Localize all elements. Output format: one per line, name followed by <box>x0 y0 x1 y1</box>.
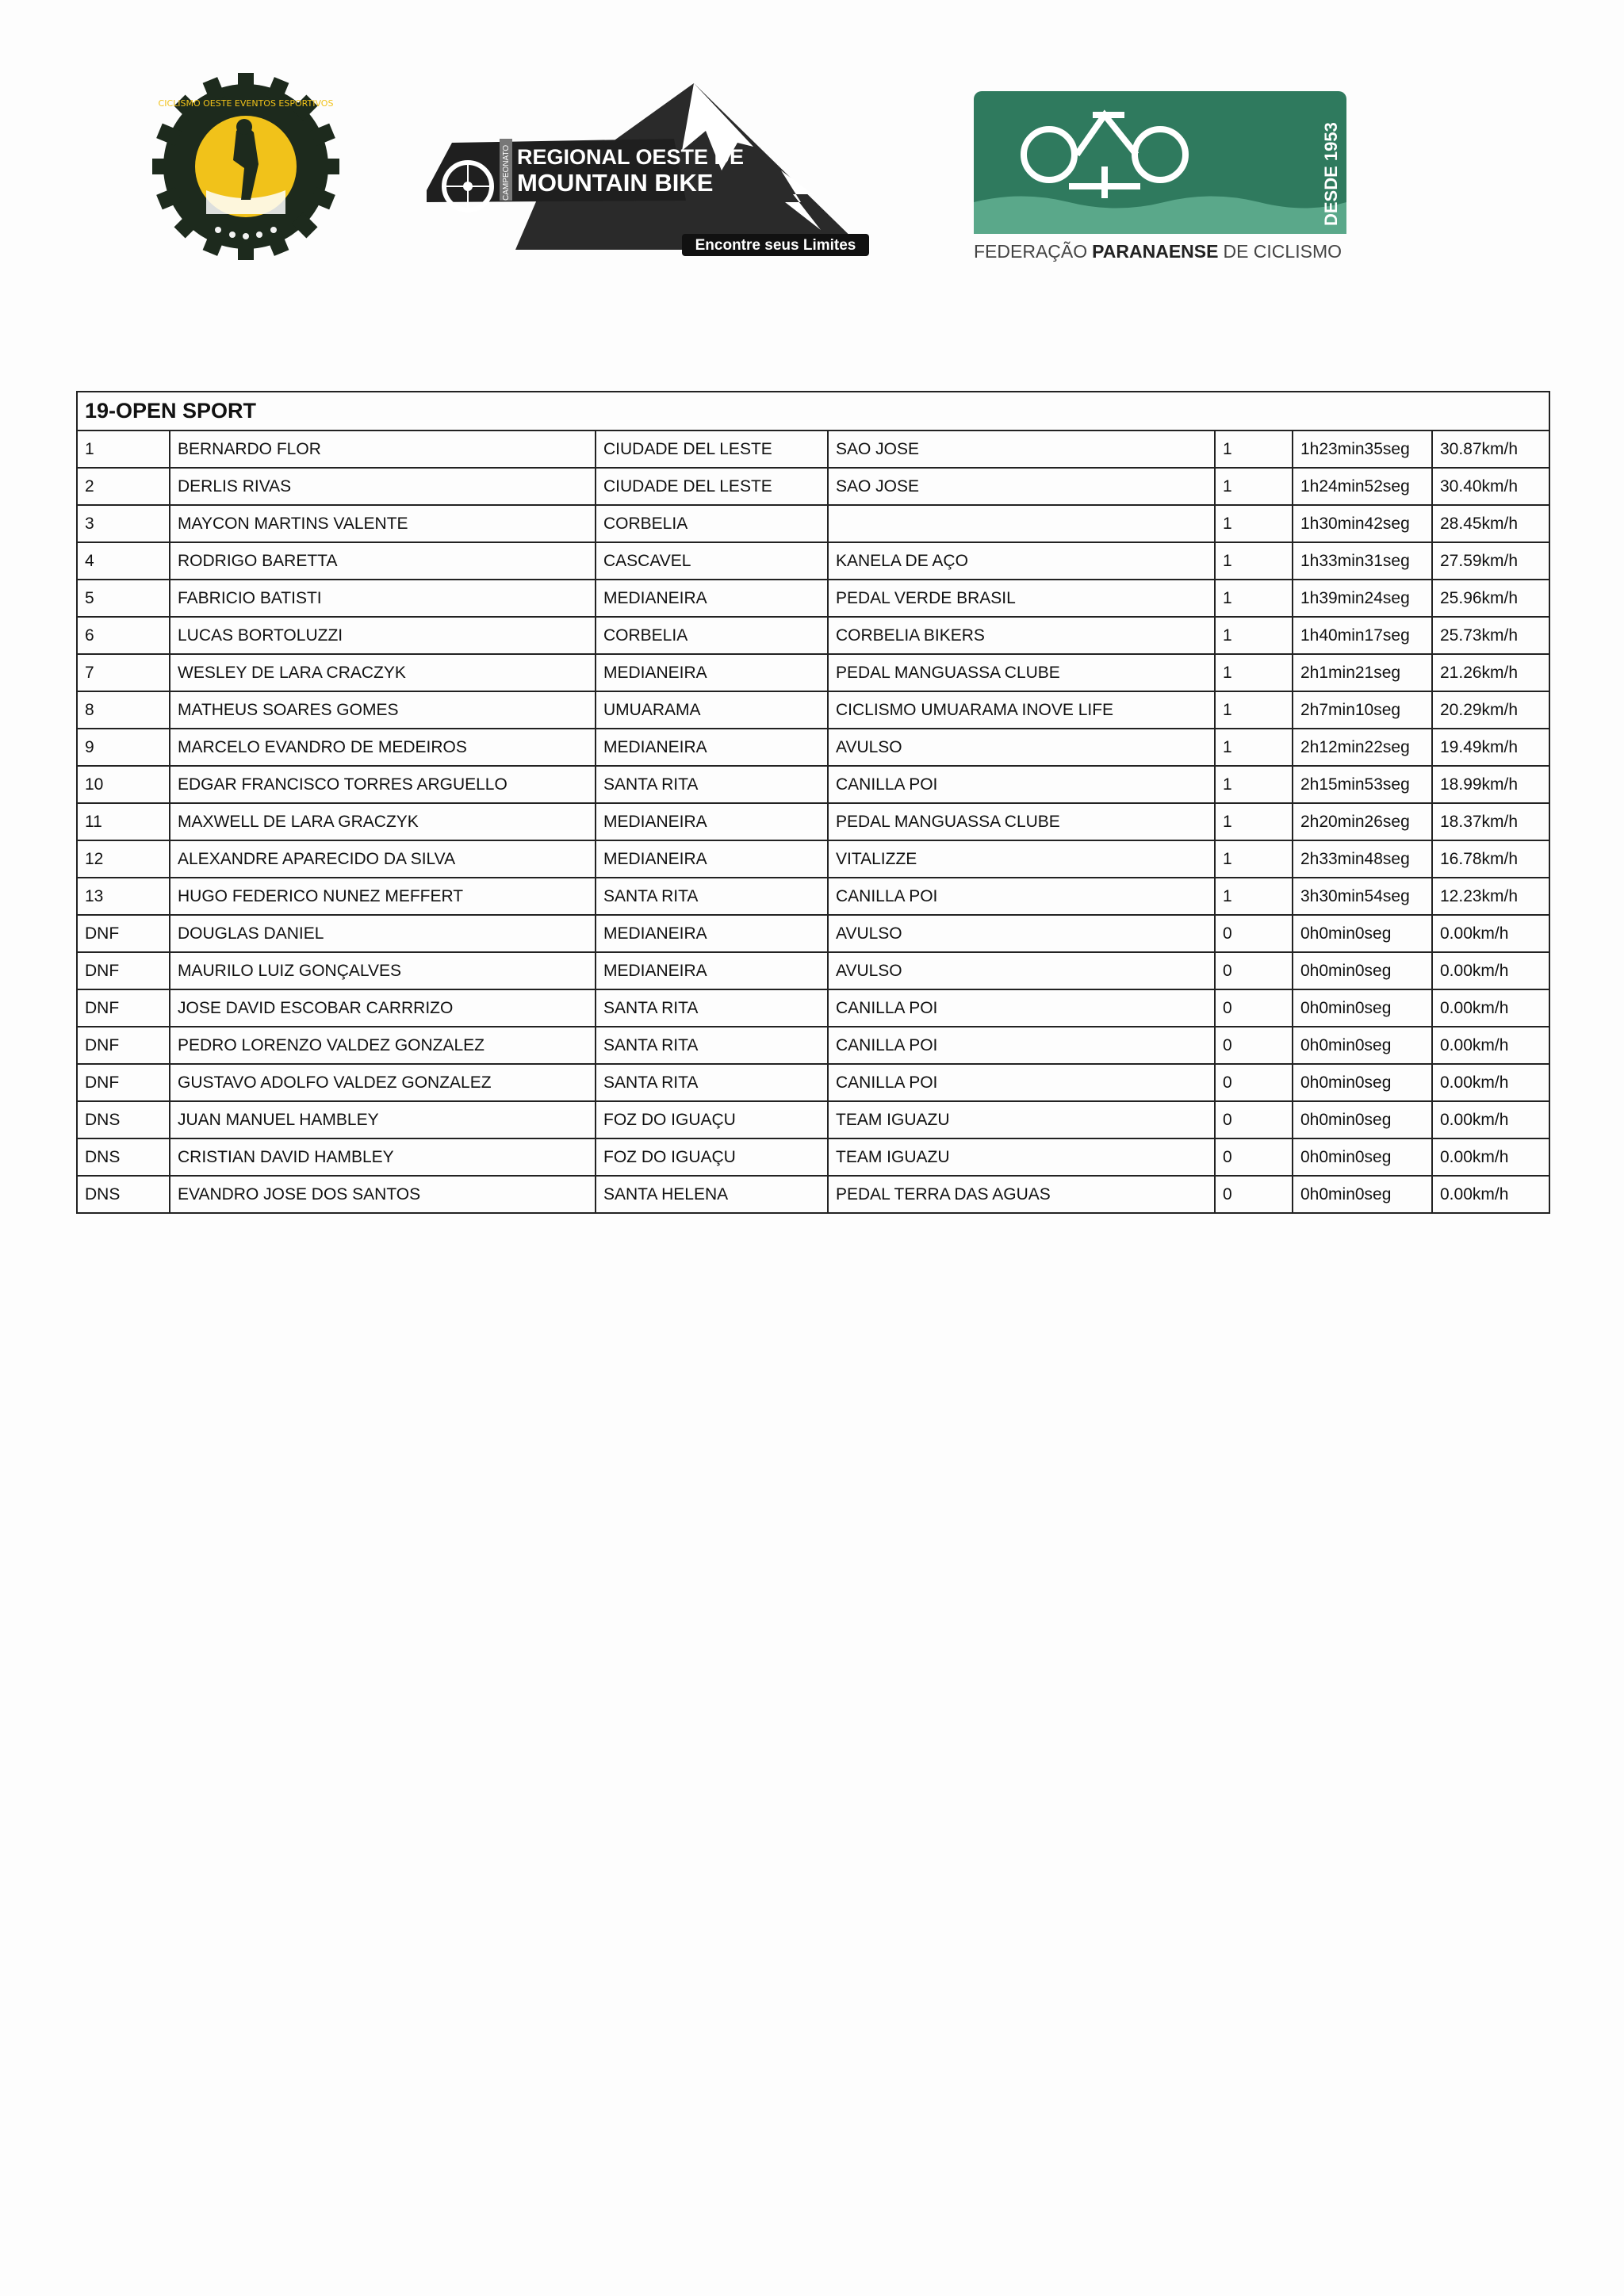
city-cell: SANTA RITA <box>596 1064 828 1101</box>
athlete-name-cell: ALEXANDRE APARECIDO DA SILVA <box>170 840 596 878</box>
position-cell: DNF <box>77 1027 170 1064</box>
time-cell: 1h23min35seg <box>1293 430 1432 468</box>
laps-cell: 1 <box>1215 430 1293 468</box>
results-body <box>77 430 1549 1213</box>
athlete-name-cell: MAXWELL DE LARA GRACZYK <box>170 803 596 840</box>
time-cell: 2h7min10seg <box>1293 691 1432 729</box>
laps-cell: 0 <box>1215 952 1293 989</box>
city-cell: SANTA RITA <box>596 1027 828 1064</box>
team-cell: TEAM IGUAZU <box>828 1101 1215 1138</box>
gear-logo-text: CICLISMO OESTE EVENTOS ESPORTIVOS <box>158 98 334 109</box>
time-cell: 0h0min0seg <box>1293 1176 1432 1213</box>
team-cell: PEDAL VERDE BRASIL <box>828 580 1215 617</box>
avg-speed-cell: 30.40km/h <box>1432 468 1549 505</box>
table-row <box>77 952 1549 989</box>
ciclismo-oeste-gear-logo <box>151 71 341 262</box>
team-cell: CORBELIA BIKERS <box>828 617 1215 654</box>
position-cell: DNS <box>77 1138 170 1176</box>
position-cell: DNS <box>77 1101 170 1138</box>
athlete-name-cell: MATHEUS SOARES GOMES <box>170 691 596 729</box>
city-cell: FOZ DO IGUAÇU <box>596 1138 828 1176</box>
table-row <box>77 617 1549 654</box>
table-row <box>77 1064 1549 1101</box>
fpc-logo-since: DESDE 1953 <box>1321 122 1341 226</box>
results-table <box>76 391 1550 1214</box>
mtb-logo-title-line1: REGIONAL OESTE DE <box>517 145 745 169</box>
city-cell: MEDIANEIRA <box>596 654 828 691</box>
time-cell: 0h0min0seg <box>1293 1064 1432 1101</box>
laps-cell: 1 <box>1215 840 1293 878</box>
time-cell: 2h15min53seg <box>1293 766 1432 803</box>
athlete-name-cell: EDGAR FRANCISCO TORRES ARGUELLO <box>170 766 596 803</box>
table-row <box>77 654 1549 691</box>
athlete-name-cell: BERNARDO FLOR <box>170 430 596 468</box>
table-row <box>77 1138 1549 1176</box>
avg-speed-cell: 20.29km/h <box>1432 691 1549 729</box>
table-row <box>77 542 1549 580</box>
avg-speed-cell: 0.00km/h <box>1432 989 1549 1027</box>
position-cell: 2 <box>77 468 170 505</box>
team-cell: AVULSO <box>828 915 1215 952</box>
athlete-name-cell: MAYCON MARTINS VALENTE <box>170 505 596 542</box>
laps-cell: 1 <box>1215 803 1293 840</box>
position-cell: DNF <box>77 915 170 952</box>
position-cell: 12 <box>77 840 170 878</box>
table-row <box>77 691 1549 729</box>
laps-cell: 1 <box>1215 729 1293 766</box>
table-row <box>77 878 1549 915</box>
position-cell: 8 <box>77 691 170 729</box>
athlete-name-cell: EVANDRO JOSE DOS SANTOS <box>170 1176 596 1213</box>
city-cell: MEDIANEIRA <box>596 952 828 989</box>
position-cell: 5 <box>77 580 170 617</box>
city-cell: SANTA RITA <box>596 766 828 803</box>
federacao-paranaense-logo <box>974 91 1354 266</box>
mtb-logo-title-line2: MOUNTAIN BIKE <box>517 169 714 197</box>
laps-cell: 1 <box>1215 580 1293 617</box>
avg-speed-cell: 25.96km/h <box>1432 580 1549 617</box>
avg-speed-cell: 0.00km/h <box>1432 952 1549 989</box>
laps-cell: 0 <box>1215 1064 1293 1101</box>
table-row <box>77 803 1549 840</box>
team-cell: CICLISMO UMUARAMA INOVE LIFE <box>828 691 1215 729</box>
laps-cell: 0 <box>1215 1138 1293 1176</box>
team-cell: AVULSO <box>828 952 1215 989</box>
time-cell: 1h33min31seg <box>1293 542 1432 580</box>
regional-oeste-mtb-logo <box>420 75 880 270</box>
position-cell: 1 <box>77 430 170 468</box>
time-cell: 0h0min0seg <box>1293 1138 1432 1176</box>
position-cell: 3 <box>77 505 170 542</box>
time-cell: 3h30min54seg <box>1293 878 1432 915</box>
bike-wheel-icon <box>444 163 492 210</box>
city-cell: MEDIANEIRA <box>596 803 828 840</box>
city-cell: MEDIANEIRA <box>596 729 828 766</box>
city-cell: MEDIANEIRA <box>596 915 828 952</box>
laps-cell: 1 <box>1215 691 1293 729</box>
time-cell: 2h1min21seg <box>1293 654 1432 691</box>
category-title: 19-OPEN SPORT <box>77 392 1549 430</box>
avg-speed-cell: 0.00km/h <box>1432 1101 1549 1138</box>
team-cell: CANILLA POI <box>828 1027 1215 1064</box>
athlete-name-cell: JOSE DAVID ESCOBAR CARRRIZO <box>170 989 596 1027</box>
time-cell: 2h33min48seg <box>1293 840 1432 878</box>
team-cell: CANILLA POI <box>828 766 1215 803</box>
time-cell: 0h0min0seg <box>1293 915 1432 952</box>
laps-cell: 1 <box>1215 878 1293 915</box>
position-cell: 7 <box>77 654 170 691</box>
city-cell: MEDIANEIRA <box>596 840 828 878</box>
city-cell: CORBELIA <box>596 505 828 542</box>
avg-speed-cell: 25.73km/h <box>1432 617 1549 654</box>
position-cell: 9 <box>77 729 170 766</box>
category-header-row <box>77 392 1549 430</box>
athlete-name-cell: MAURILO LUIZ GONÇALVES <box>170 952 596 989</box>
city-cell: SANTA RITA <box>596 989 828 1027</box>
avg-speed-cell: 16.78km/h <box>1432 840 1549 878</box>
position-cell: DNF <box>77 1064 170 1101</box>
position-cell: DNF <box>77 989 170 1027</box>
team-cell: VITALIZZE <box>828 840 1215 878</box>
avg-speed-cell: 30.87km/h <box>1432 430 1549 468</box>
laps-cell: 0 <box>1215 989 1293 1027</box>
time-cell: 2h12min22seg <box>1293 729 1432 766</box>
table-row <box>77 766 1549 803</box>
table-row <box>77 580 1549 617</box>
time-cell: 1h40min17seg <box>1293 617 1432 654</box>
table-row <box>77 1027 1549 1064</box>
team-cell: CANILLA POI <box>828 1064 1215 1101</box>
team-cell: CANILLA POI <box>828 989 1215 1027</box>
avg-speed-cell: 18.37km/h <box>1432 803 1549 840</box>
avg-speed-cell: 0.00km/h <box>1432 1064 1549 1101</box>
city-cell: SANTA HELENA <box>596 1176 828 1213</box>
team-cell <box>828 505 1215 542</box>
position-cell: 4 <box>77 542 170 580</box>
laps-cell: 1 <box>1215 468 1293 505</box>
table-row <box>77 989 1549 1027</box>
position-cell: 6 <box>77 617 170 654</box>
time-cell: 0h0min0seg <box>1293 989 1432 1027</box>
laps-cell: 1 <box>1215 766 1293 803</box>
table-row <box>77 915 1549 952</box>
mtb-logo-slogan: Encontre seus Limites <box>695 237 856 254</box>
athlete-name-cell: JUAN MANUEL HAMBLEY <box>170 1101 596 1138</box>
city-cell: CASCAVEL <box>596 542 828 580</box>
athlete-name-cell: PEDRO LORENZO VALDEZ GONZALEZ <box>170 1027 596 1064</box>
fpc-logo-name-a: FEDERAÇÃO <box>974 241 1088 262</box>
time-cell: 2h20min26seg <box>1293 803 1432 840</box>
team-cell: KANELA DE AÇO <box>828 542 1215 580</box>
avg-speed-cell: 21.26km/h <box>1432 654 1549 691</box>
laps-cell: 1 <box>1215 617 1293 654</box>
mtb-logo-campeonato: CAMPEONATO <box>502 144 511 201</box>
athlete-name-cell: WESLEY DE LARA CRACZYK <box>170 654 596 691</box>
city-cell: CIUDADE DEL LESTE <box>596 468 828 505</box>
team-cell: SAO JOSE <box>828 430 1215 468</box>
fpc-logo-name-c: DE CICLISMO <box>1223 241 1342 262</box>
city-cell: SANTA RITA <box>596 878 828 915</box>
position-cell: 11 <box>77 803 170 840</box>
team-cell: CANILLA POI <box>828 878 1215 915</box>
table-row <box>77 430 1549 468</box>
city-cell: FOZ DO IGUAÇU <box>596 1101 828 1138</box>
athlete-name-cell: GUSTAVO ADOLFO VALDEZ GONZALEZ <box>170 1064 596 1101</box>
table-row <box>77 468 1549 505</box>
avg-speed-cell: 12.23km/h <box>1432 878 1549 915</box>
laps-cell: 1 <box>1215 505 1293 542</box>
avg-speed-cell: 27.59km/h <box>1432 542 1549 580</box>
table-row <box>77 729 1549 766</box>
position-cell: 13 <box>77 878 170 915</box>
fpc-logo-name <box>974 241 1342 262</box>
table-row <box>77 840 1549 878</box>
city-cell: UMUARAMA <box>596 691 828 729</box>
time-cell: 1h39min24seg <box>1293 580 1432 617</box>
position-cell: 10 <box>77 766 170 803</box>
team-cell: PEDAL MANGUASSA CLUBE <box>828 803 1215 840</box>
athlete-name-cell: RODRIGO BARETTA <box>170 542 596 580</box>
city-cell: CIUDADE DEL LESTE <box>596 430 828 468</box>
athlete-name-cell: DERLIS RIVAS <box>170 468 596 505</box>
athlete-name-cell: HUGO FEDERICO NUNEZ MEFFERT <box>170 878 596 915</box>
avg-speed-cell: 0.00km/h <box>1432 915 1549 952</box>
team-cell: PEDAL TERRA DAS AGUAS <box>828 1176 1215 1213</box>
position-cell: DNS <box>77 1176 170 1213</box>
laps-cell: 1 <box>1215 654 1293 691</box>
laps-cell: 0 <box>1215 915 1293 952</box>
athlete-name-cell: LUCAS BORTOLUZZI <box>170 617 596 654</box>
table-row <box>77 1176 1549 1213</box>
avg-speed-cell: 28.45km/h <box>1432 505 1549 542</box>
time-cell: 0h0min0seg <box>1293 952 1432 989</box>
athlete-name-cell: CRISTIAN DAVID HAMBLEY <box>170 1138 596 1176</box>
city-cell: CORBELIA <box>596 617 828 654</box>
team-cell: SAO JOSE <box>828 468 1215 505</box>
avg-speed-cell: 0.00km/h <box>1432 1138 1549 1176</box>
team-cell: PEDAL MANGUASSA CLUBE <box>828 654 1215 691</box>
position-cell: DNF <box>77 952 170 989</box>
avg-speed-cell: 18.99km/h <box>1432 766 1549 803</box>
laps-cell: 0 <box>1215 1176 1293 1213</box>
avg-speed-cell: 0.00km/h <box>1432 1027 1549 1064</box>
laps-cell: 1 <box>1215 542 1293 580</box>
table-row <box>77 505 1549 542</box>
table-row <box>77 1101 1549 1138</box>
team-cell: AVULSO <box>828 729 1215 766</box>
athlete-name-cell: FABRICIO BATISTI <box>170 580 596 617</box>
fpc-logo-name-b: PARANAENSE <box>1092 241 1219 262</box>
laps-cell: 0 <box>1215 1101 1293 1138</box>
time-cell: 0h0min0seg <box>1293 1101 1432 1138</box>
city-cell: MEDIANEIRA <box>596 580 828 617</box>
laps-cell: 0 <box>1215 1027 1293 1064</box>
avg-speed-cell: 19.49km/h <box>1432 729 1549 766</box>
avg-speed-cell: 0.00km/h <box>1432 1176 1549 1213</box>
athlete-name-cell: DOUGLAS DANIEL <box>170 915 596 952</box>
time-cell: 0h0min0seg <box>1293 1027 1432 1064</box>
time-cell: 1h30min42seg <box>1293 505 1432 542</box>
team-cell: TEAM IGUAZU <box>828 1138 1215 1176</box>
athlete-name-cell: MARCELO EVANDRO DE MEDEIROS <box>170 729 596 766</box>
time-cell: 1h24min52seg <box>1293 468 1432 505</box>
